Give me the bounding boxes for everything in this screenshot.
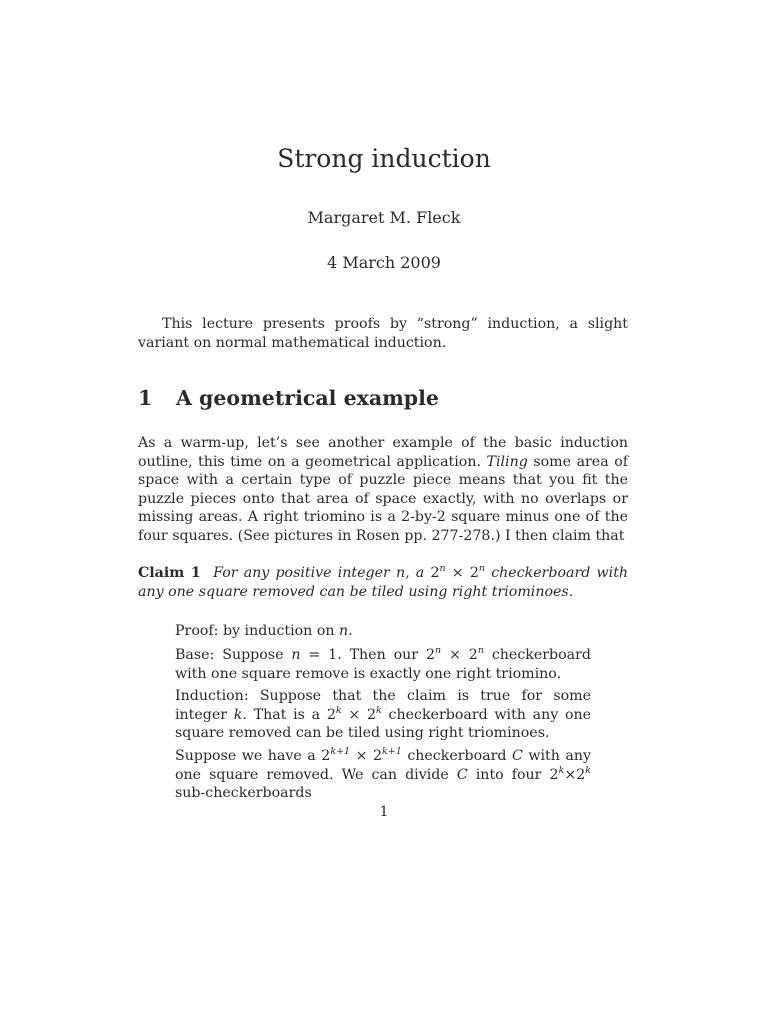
math-var: n — [339, 623, 349, 639]
proof-text: checkerboard — [407, 748, 507, 764]
para-text: some area of space with a certain type of puzzle piece means that you fit the puzzle pieces onto that area of space exactly, with no overlaps or missing areas. A right triomino is a 2-by-2 square minus one of the four squares. (See pictures in Rosen pp. 277-278.) I then claim that — [138, 453, 628, 544]
math-var: k — [233, 706, 243, 723]
claim-block — [138, 564, 628, 601]
proof-base-case — [175, 646, 591, 683]
math-exp: k — [558, 764, 565, 776]
paper-title: Strong induction — [277, 144, 491, 173]
math-exp: k — [585, 764, 592, 776]
proof-text: checkerboard with any one square removed can be tiled using right triominoes. — [175, 706, 592, 741]
claim-var: n — [395, 565, 406, 581]
para-emphasis: Tiling — [486, 453, 528, 470]
math-base: 2 — [549, 766, 559, 783]
section-heading — [138, 386, 439, 410]
proof-text: checkerboard with one square remove is exactly one right triomino. — [175, 647, 591, 682]
math-times: × — [564, 766, 577, 783]
abstract-paragraph: This lecture presents proofs by “strong” induction, a slight variant on normal mathematical induction. — [138, 316, 628, 351]
proof-text: Suppose we have a — [175, 748, 316, 764]
claim-text: For any positive integer — [213, 565, 390, 581]
math-exp: n — [435, 645, 442, 656]
para-text: As a warm-up, let’s see another example of the basic induction outline, this time on a geometrical application. — [138, 435, 628, 470]
math-exp: k+1 — [382, 746, 402, 757]
math-var: n — [291, 647, 301, 663]
math-times: × — [449, 647, 461, 663]
math-exp: k — [376, 704, 382, 716]
math-base: 2 — [430, 565, 440, 581]
math-base: 2 — [425, 647, 435, 663]
claim-label: Claim 1 — [138, 565, 201, 581]
math-var: C — [456, 766, 468, 783]
math-var: C — [511, 748, 523, 764]
math-exp: k+1 — [330, 746, 351, 757]
proof-text: sub-checkerboards — [175, 785, 312, 801]
claim-math — [430, 565, 485, 581]
claim-text: , a — [405, 565, 425, 581]
math-exp: n — [478, 563, 486, 574]
page-number: 1 — [379, 804, 389, 820]
math-exp: n — [439, 563, 446, 574]
body-paragraph — [138, 434, 628, 545]
proof-line — [175, 622, 591, 641]
proof-paragraph — [175, 747, 591, 803]
math-exp: n — [477, 645, 484, 656]
math-base: 2 — [367, 706, 377, 723]
proof-text: into four — [475, 766, 542, 783]
math-times: × — [355, 748, 368, 764]
math-base: 2 — [373, 748, 383, 764]
section-title: A geometrical example — [176, 386, 439, 410]
proof-text: with any one square removed. We can divide — [175, 748, 591, 783]
math-base: 2 — [469, 565, 479, 581]
math-times: × — [451, 565, 464, 581]
math-base: 2 — [326, 706, 336, 723]
claim-text: checkerboard with any one square removed can be tiled using right triominoes. — [138, 565, 629, 600]
claim-body — [138, 565, 628, 600]
math-times: × — [348, 706, 361, 723]
math-base: 2 — [468, 647, 478, 663]
proof-text: . That is a — [242, 706, 321, 723]
proof-induction-step — [175, 687, 591, 743]
proof-text: = 1. Then our — [308, 647, 419, 663]
math-base: 2 — [576, 766, 586, 783]
math-base: 2 — [321, 748, 331, 764]
math-exp: k — [335, 704, 342, 716]
proof-text: Induction: Suppose that the claim is true for some integer — [175, 688, 591, 723]
paper-author: Margaret M. Fleck — [307, 208, 461, 227]
proof-text: Proof: by induction on — [175, 623, 335, 639]
paper-date: 4 March 2009 — [327, 253, 441, 272]
section-number: 1 — [138, 386, 153, 410]
proof-text: . — [348, 623, 353, 639]
proof-text: Base: Suppose — [175, 647, 284, 663]
